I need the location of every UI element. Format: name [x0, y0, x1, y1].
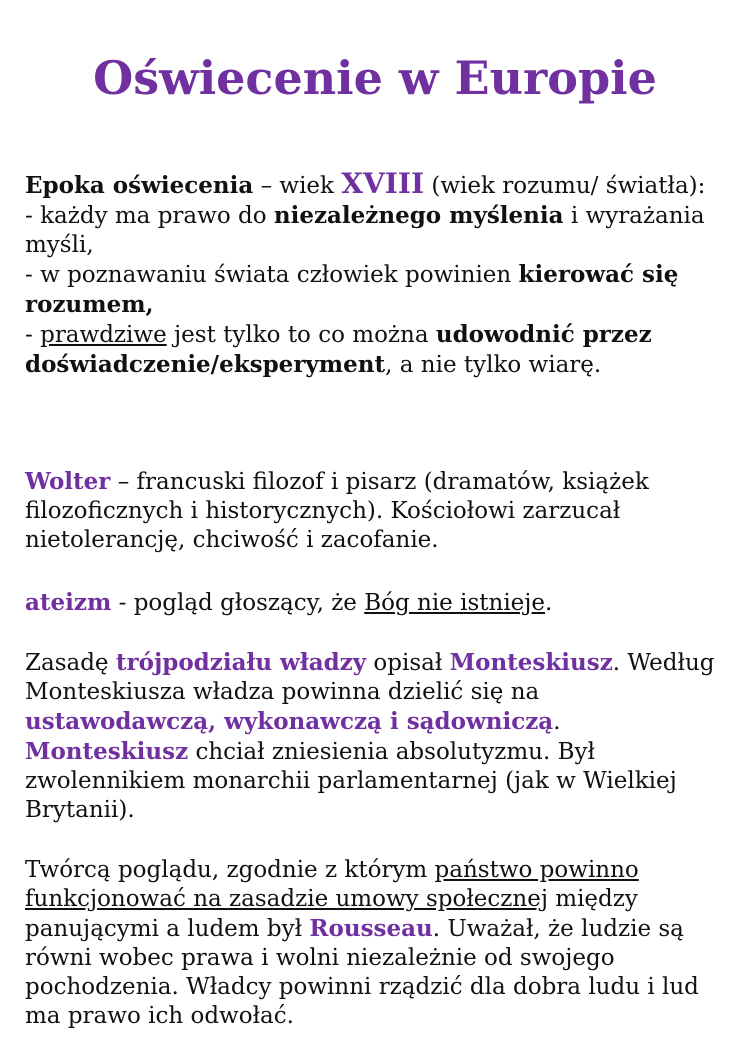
text: .	[553, 709, 561, 735]
text: . Według Monteskiusza władza powinna dzielić się na	[25, 650, 715, 705]
paragraph-rousseau	[25, 856, 725, 1031]
name-wolter: Wolter	[25, 468, 111, 495]
name-rousseau: Rousseau	[309, 915, 433, 942]
paragraph-wolter	[25, 467, 725, 555]
underlined-phrase: prawdziwe	[40, 322, 167, 348]
text: (wiek rozumu/ światła):	[424, 173, 706, 199]
text: – francuski filozof i pisarz (dramatów, książek filozoficznych i historycznych). Kościołowi zarzucał nietolerancję, chciwość i zacofanie.	[25, 469, 649, 553]
text: Zasadę	[25, 650, 116, 676]
text: chciał zniesienia absolutyzmu. Był zwolennikiem monarchii parlamentarnej (jak w Wielkiej Brytanii).	[25, 739, 677, 823]
paragraph-atheism	[25, 588, 725, 618]
century-label: XVIII	[341, 167, 425, 200]
text: .	[545, 590, 553, 616]
text: . Uważał, że ludzie są równi wobec prawa i wolni niezależnie od swojego pochodzenia. Władcy powinni rządzić dla dobra ludu i lud ma prawo ich odwołać.	[25, 916, 699, 1029]
term-enlightenment: Epoka oświecenia	[25, 172, 254, 199]
text: opisał	[366, 650, 450, 676]
bold-phrase: udowodnić przez doświadczenie/eksperyment	[25, 321, 652, 378]
term-atheism: ateizm	[25, 589, 112, 616]
bold-phrase: kierować się rozumem,	[25, 261, 679, 318]
name-montesquieu: Monteskiusz	[25, 738, 189, 765]
powers-list: ustawodawczą, wykonawczą i sądowniczą	[25, 708, 554, 735]
text: - pogląd głoszący, że	[111, 590, 365, 616]
text: jest tylko to co można	[166, 322, 436, 348]
text: – wiek	[253, 173, 342, 199]
text: i wyrażania myśli,	[25, 203, 705, 258]
text: - każdy ma prawo do	[25, 203, 274, 229]
term-separation-of-powers: trójpodziału władzy	[115, 649, 367, 676]
text: między panującymi a ludem był	[25, 886, 638, 942]
text: - w poznawaniu świata człowiek powinien	[25, 262, 519, 288]
underlined-phrase: państwo powinno funkcjonować na zasadzie umowy społecznej	[25, 857, 639, 912]
paragraph-enlightenment	[25, 169, 725, 380]
text: , a nie tylko wiarę.	[385, 352, 602, 378]
bold-phrase: niezależnego myślenia	[273, 202, 564, 229]
page-title: Oświecenie w Europie	[93, 51, 657, 105]
underlined-phrase: Bóg nie istnieje	[364, 590, 546, 616]
name-montesquieu: Monteskiusz	[449, 649, 613, 676]
text: Twórcą poglądu, zgodnie z którym	[25, 857, 435, 883]
text: -	[25, 322, 41, 348]
paragraph-montesquieu	[25, 648, 725, 825]
